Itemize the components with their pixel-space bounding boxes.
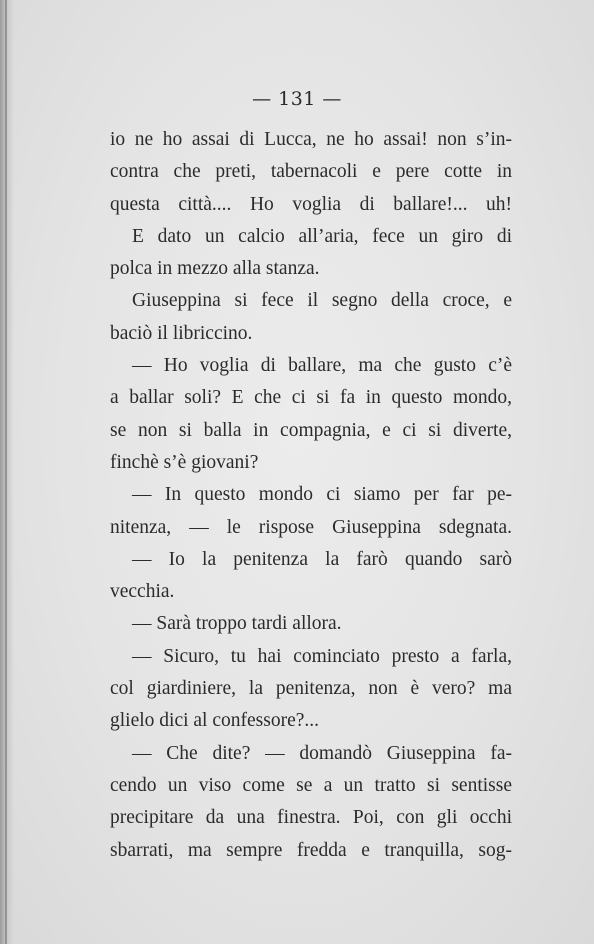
page-number: — 131 — [252,88,342,110]
spine-shadow [0,0,14,944]
body-text [110,124,512,867]
text-line: nitenza, — le rispose Giuseppina sdegnata. [110,516,512,538]
text-line: io ne ho assai di Lucca, ne ho assai! non s’in- [110,129,512,150]
text-line: — Io la penitenza la farò quando sarò [132,548,512,570]
text-line: — Che dite? — domandò Giuseppina fa- [132,742,512,764]
text-line: contra che preti, tabernacoli e pere cotte in [110,161,512,183]
spine-edge [5,0,7,944]
text-line: cendo un viso come se a un tratto si sentisse [110,774,512,796]
text-line: E dato un calcio all’aria, fece un giro di [132,225,512,247]
text-line: col giardiniere, la penitenza, non è vero? ma [110,678,512,700]
text-line: — Sicuro, tu hai cominciato presto a farla, [132,645,512,667]
text-line: se non si balla in compagnia, e ci si diverte, [110,419,512,441]
text-line: Giuseppina si fece il segno della croce, e [132,290,512,312]
text-line: — Sarà troppo tardi allora. [132,613,342,635]
text-line: polca in mezzo alla stanza. [110,258,320,280]
text-line: baciò il libriccino. [110,322,253,344]
text-line: precipitare da una finestra. Poi, con gli occhi [110,807,512,829]
text-line: — In questo mondo ci siamo per far pe- [132,484,512,506]
text-line: sbarrati, ma sempre fredda e tranquilla, sog- [110,839,512,861]
text-line: glielo dici al confessore?... [110,710,320,732]
text-line: finchè s’è giovani? [110,451,259,473]
text-line: — Ho voglia di ballare, ma che gusto c’è [132,355,512,377]
text-line: a ballar soli? E che ci si fa in questo mondo, [110,387,512,409]
text-line: questa città.... Ho voglia di ballare!... uh! [110,193,512,215]
text-line: vecchia. [110,581,175,603]
